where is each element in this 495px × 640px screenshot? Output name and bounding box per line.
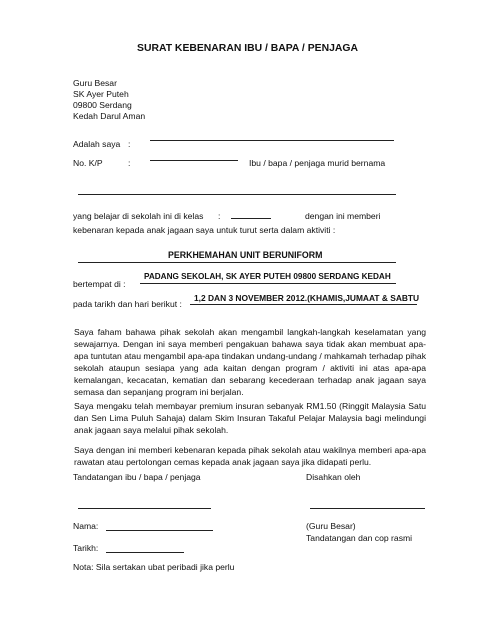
recipient-line: SK Ayer Puteh bbox=[73, 89, 129, 99]
recipient-line: Guru Besar bbox=[73, 78, 117, 88]
first-aid-paragraph: Saya dengan ini memberi kebenaran kepada pihak sekolah atau wakilnya memberi apa-apa rawatan atau pertolongan cemas kepada anak jagaan saya jika didapati perlu. bbox=[74, 445, 426, 467]
colon: : bbox=[128, 139, 131, 149]
given-text: dengan ini memberi bbox=[305, 211, 381, 221]
footnote: Nota: Sila sertakan ubat peribadi jika perlu bbox=[73, 562, 235, 572]
insurance-paragraph: Saya mengaku telah membayar premium insuran sebanyak RM1.50 (Ringgit Malaysia Satu dan Sen Lima Puluh Sahaja) dalam Skim Insuran Takaful Pelajar Malaysia bagi melindungi anak jagaan saya melalui pihak sekolah. bbox=[74, 401, 426, 435]
colon: : bbox=[218, 211, 221, 221]
date-line bbox=[190, 304, 417, 305]
verified-label: Disahkan oleh bbox=[306, 472, 361, 482]
date-sign-label: Tarikh: bbox=[73, 543, 99, 553]
parent-signature-line[interactable] bbox=[78, 508, 211, 509]
date-value: 1,2 DAN 3 NOVEMBER 2012.(KHAMIS,JUMAAT & SABTU bbox=[194, 293, 420, 303]
stamp-label: Tandatangan dan cop rasmi bbox=[306, 533, 413, 543]
head-signature-line[interactable] bbox=[310, 508, 425, 509]
colon: : bbox=[128, 158, 131, 168]
liability-paragraph: Saya faham bahawa pihak sekolah akan mengambil langkah-langkah keselamatan yang sewajarnya. Dengan ini saya memberi pengakuan bahawa saya tidak akan membuat apa-apa tuntutan atau mengambil apa-apa tindakan undang-undang / mahkamah terhadap pihak sekolah ataupun sesiapa yang ada kaitan dengan program / aktiviti ini atas apa-apa kemalangan, kecacatan, kematian dan sebarang kecederaan terhadap anak jagaan saya semasa dan sepanjang program ini berjalan. bbox=[74, 327, 426, 397]
nokp-label: No. K/P bbox=[73, 158, 103, 168]
recipient-line: Kedah Darul Aman bbox=[73, 111, 146, 121]
role-text: Ibu / bapa / penjaga murid bernama bbox=[249, 158, 386, 168]
name-label: Nama: bbox=[73, 521, 99, 531]
page-title: SURAT KEBENARAN IBU / BAPA / PENJAGA bbox=[137, 43, 358, 54]
parent-name-line[interactable] bbox=[106, 530, 213, 531]
activity-line bbox=[78, 262, 396, 263]
adalah-label: Adalah saya bbox=[73, 139, 121, 149]
place-value: PADANG SEKOLAH, SK AYER PUTEH 09800 SERDANG KEDAH bbox=[144, 272, 391, 281]
student-name-line[interactable] bbox=[78, 194, 396, 195]
place-label: bertempat di : bbox=[73, 279, 126, 289]
parent-signature-label: Tandatangan ibu / bapa / penjaga bbox=[73, 472, 201, 482]
class-field-line[interactable] bbox=[231, 218, 271, 219]
date-sign-line[interactable] bbox=[106, 552, 184, 553]
date-label: pada tarikh dan hari berikut : bbox=[73, 299, 182, 309]
activity-name: PERKHEMAHAN UNIT BERUNIFORM bbox=[168, 250, 323, 260]
place-line bbox=[140, 283, 396, 284]
permission-text: kebenaran kepada anak jagaan saya untuk turut serta dalam aktiviti : bbox=[73, 225, 336, 235]
recipient-line: 09800 Serdang bbox=[73, 100, 132, 110]
name-field-line[interactable] bbox=[150, 140, 394, 141]
ic-field-line[interactable] bbox=[150, 160, 238, 161]
class-text: yang belajar di sekolah ini di kelas bbox=[73, 211, 204, 221]
head-label: (Guru Besar) bbox=[306, 521, 356, 531]
